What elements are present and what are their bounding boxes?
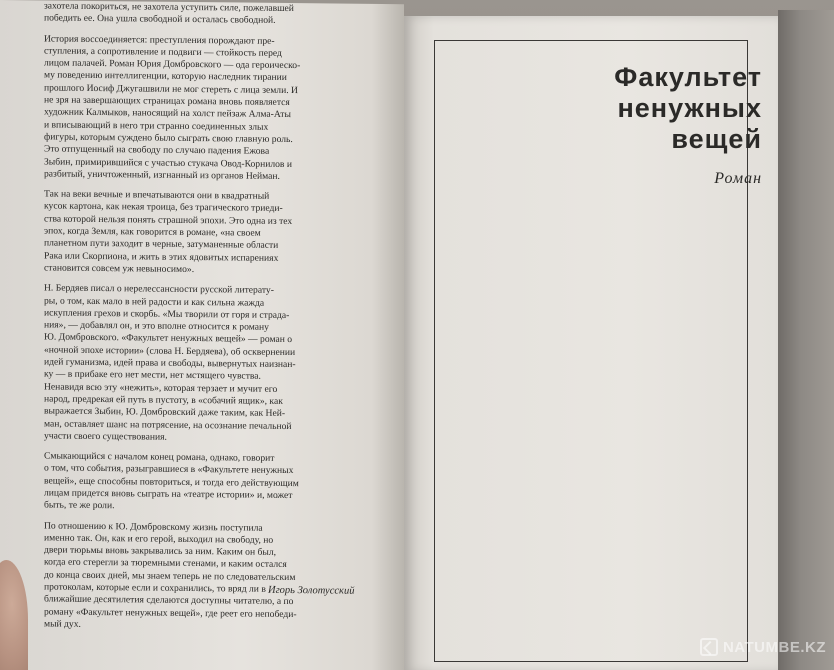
text-line: захотела покориться, не захотела уступить силе, пожелавшей [44, 0, 294, 15]
text-line: ства которой нельзя понять страшной эпохи. Это одна из тех [44, 213, 293, 227]
text-line: протоколам, которые если и сохранились, то вряд ли в [44, 581, 266, 595]
text-line: лицам придется вновь сыграть на «театре истории» и, может [44, 487, 293, 502]
text-line: прошлого Иосиф Джугашвили не мог стереть с лица земли. И [44, 82, 298, 96]
text-line: идей гуманизма, идей права и свободы, вывернутых наизнан- [44, 356, 296, 371]
text-line: участи своего существования. [44, 430, 167, 443]
text-line: Н. Бердяев писал о нерелессансности русской литерату- [44, 282, 274, 297]
text-line: и вписывающий в него три странно соединенных злых [44, 119, 269, 133]
right-page [404, 16, 778, 670]
book-title: Факультет ненужных вещей [614, 62, 762, 154]
text-line: победить ее. Она ушла свободной и осталась свободной. [44, 12, 276, 27]
book-genre: Роман [714, 170, 762, 187]
text-line: роману «Факультет ненужных вещей», где реет его непобеди- [44, 606, 297, 620]
watermark [700, 638, 826, 656]
afterword-text [44, 0, 400, 634]
text-line: именно так. Он, как и его герой, выходил на свободу, но [44, 532, 274, 546]
text-line: искупления грехов и скорбь. «Мы творили от горя и страда- [44, 307, 290, 321]
text-line: не зря на завершающих страницах романа вновь появляется [44, 94, 290, 109]
author-signature: Игорь Золотусский [268, 584, 355, 597]
text-line: ман, оставляет шанс на потрясение, на осознание печальной [44, 417, 292, 432]
text-line: История воссоединяется: преступления порождают пре- [44, 33, 275, 47]
watermark-text: NATUMBE.KZ [722, 638, 826, 656]
text-line: Рака или Скорпиона, и жить в этих ядовитых испарениях [44, 250, 279, 264]
text-line: мый дух. [44, 618, 81, 630]
text-line: о том, что события, разыгравшиеся в «Факультете ненужных [44, 462, 294, 477]
text-line: кусок картона, как некая троица, без трагического триеди- [44, 200, 283, 215]
text-line: разбитый, уничтоженный, изгнанный из органов Нейман. [44, 168, 280, 182]
text-line: «ночной эпохе истории» (слова Н. Бердяева), об осквернении [44, 344, 296, 358]
text-line: му поведению интеллигенции, которую наследник тирании [44, 69, 287, 84]
text-line: ку — в прибаке его нет мести, нет мстящего чувства. [44, 368, 261, 383]
text-line: когда его стерегли за тюремными стенами, и каким остался [44, 556, 287, 571]
text-line: планетном пути заходит в черные, затуманенные области [44, 237, 279, 252]
text-line: эпох, когда Земля, как говорится в романе, «на своем [44, 225, 261, 239]
text-line: Зыбин, примирившийся с участью стукача Овод-Корнилов и [44, 156, 292, 170]
text-line: быть, те же роли. [44, 499, 115, 512]
watermark-logo-icon [700, 638, 718, 656]
text-line: По отношению к Ю. Домбровскому жизнь поступила [44, 520, 263, 534]
text-line: Так на веки вечные и впечатываются они в квадратный [44, 188, 270, 202]
text-line: Ю. Домбровского. «Факультет ненужных вещей» — роман о [44, 331, 293, 346]
text-line: до конца своих дней, мы знаем теперь не по следовательским [44, 569, 296, 583]
text-line: ближайшие десятилетия сделаются доступны читателю, а по [44, 593, 294, 608]
text-line: ры, о том, как мало в ней радости и как сильна жажда [44, 294, 265, 309]
text-line: двери тюрьмы вновь закрывались за ним. Каким он был, [44, 544, 277, 559]
text-line: выражается Зыбин, Ю. Домбровский даже таким, как Ней- [44, 405, 286, 420]
text-line: фигуры, которым суждено было сыграть свою главную роль. [44, 131, 293, 146]
text-line: ступления, а сопротивление и подвиги — стойкость перед [44, 45, 282, 59]
text-line: художник Калмыков, наносящий на холст пейзаж Алма-Аты [44, 106, 291, 121]
text-line: Ненавидя всю эту «нежить», которая терзает и мучит его [44, 381, 278, 395]
text-line: становится совсем уж невыносимо». [44, 262, 195, 275]
book-cover-edge [778, 10, 834, 670]
text-line: ния», — добавлял он, и это вполне относится к роману [44, 319, 269, 333]
left-page [0, 0, 404, 670]
text-line: лицом палачей. Роман Юрия Домбровского — ода героическо- [44, 57, 301, 72]
text-line: народ, предрекая ей путь в пустоту, в «собачий ящик», как [44, 393, 283, 407]
text-line: вещей», еще способны повториться, и тогда его действующим [44, 475, 299, 489]
text-line: Смыкающийся с началом конец романа, однако, говорит [44, 450, 275, 464]
text-line: Это отпущенный на свободу по случаю падения Ежова [44, 143, 270, 158]
